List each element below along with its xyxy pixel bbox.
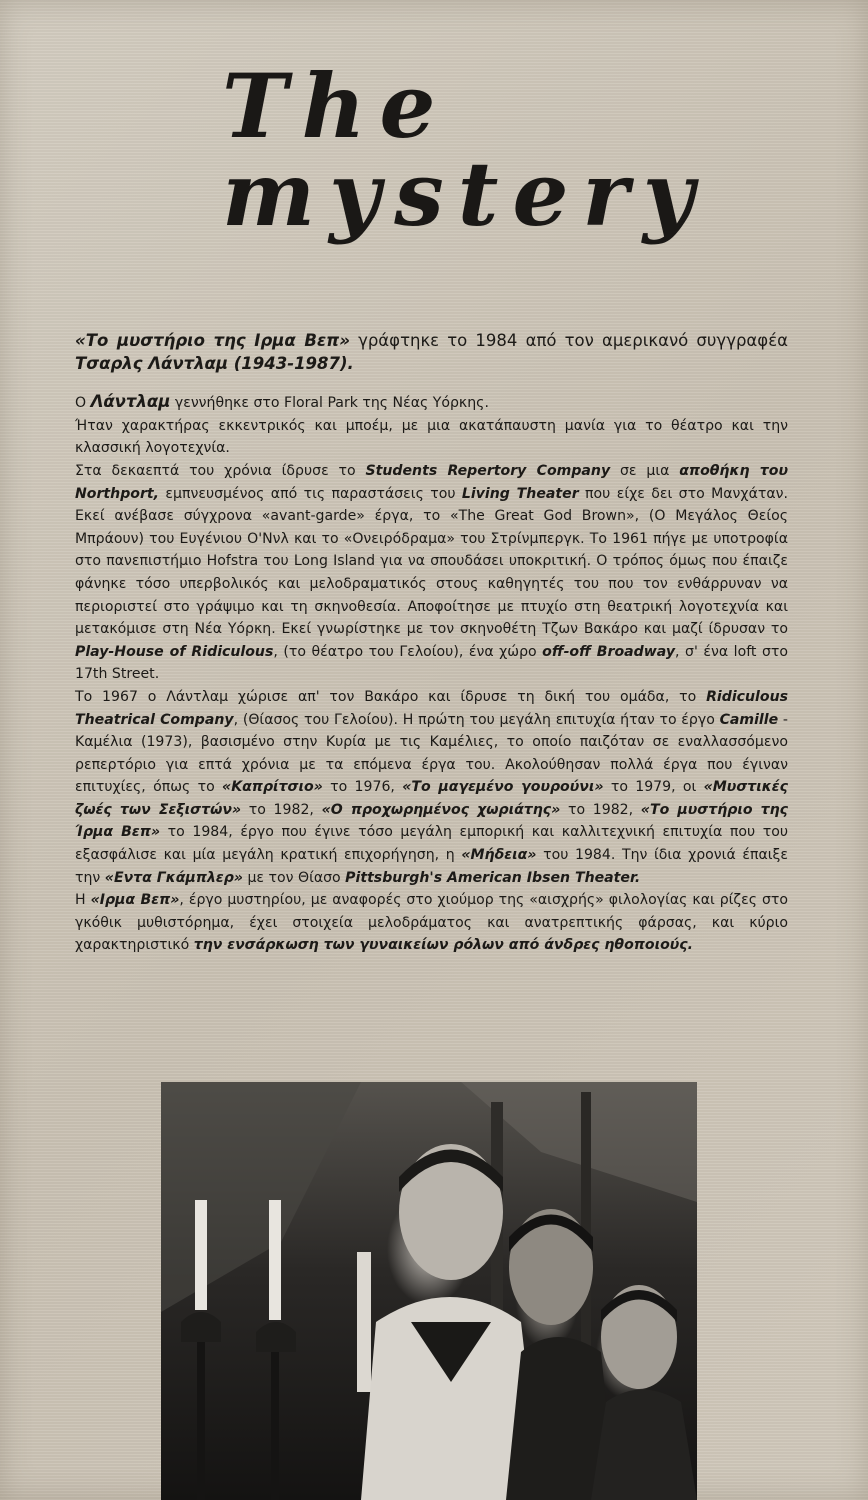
text-span: γεννήθηκε στο Floral Park της Νέας Υόρκης. xyxy=(170,395,489,412)
text-span: Στα δεκαεπτά του χρόνια ίδρυσε το xyxy=(75,462,366,479)
text-span: το 1982, xyxy=(241,801,322,818)
emphasis: Living Theater xyxy=(461,485,579,502)
author-name: Τσαρλς Λάντλαμ (1943-1987). xyxy=(75,353,354,373)
text-span: Η xyxy=(75,892,91,909)
paragraph-company xyxy=(75,686,788,889)
candle-shape xyxy=(357,1252,371,1392)
text-span: με τον Θίασο xyxy=(242,869,346,886)
text-span: το 1984, έργο που έγινε τόσο μεγάλη εμπορική και καλλιτεχνική επιτυχία που του εξασφάλισε και μία μεγάλη κρατική επιχορήγηση, η xyxy=(75,824,789,864)
intro-paragraph xyxy=(75,330,788,375)
emphasis: Camille xyxy=(719,711,779,728)
text-span: , (το θέατρο του Γελοίου), ένα χώρο xyxy=(273,643,543,660)
emphasis: «Το μαγεμένο γουρούνι» xyxy=(402,779,604,796)
text-span: το 1976, xyxy=(322,779,403,796)
emphasis: «Ιρμα Βεπ» xyxy=(90,892,180,909)
candle-shape xyxy=(195,1200,207,1310)
text-span: το 1982, xyxy=(560,801,641,818)
text-span: , σ' ένα loft στο 17th Street. xyxy=(75,643,788,683)
emphasis: «Το μυστήριο της Ίρμα Βεπ» xyxy=(75,801,788,841)
intro-text: γράφτηκε το 1984 από τον αμερικανό συγγραφέα xyxy=(349,331,788,350)
play-title: «Το μυστήριο της Ιρμα Βεπ» xyxy=(75,331,350,350)
emphasis: Students Repertory Company xyxy=(365,462,611,479)
text-span: Ο xyxy=(75,395,91,412)
paragraph-early-career xyxy=(75,460,788,686)
emphasis: off-off Broadway xyxy=(542,643,676,660)
text-span: Το 1967 ο Λάντλαμ χώρισε απ' τον Βακάρο και ίδρυσε τη δική του ομάδα, το xyxy=(75,688,707,705)
emphasis: αποθήκη του Northport, xyxy=(75,462,788,502)
text-span: εμπνευσμένος από τις παραστάσεις του xyxy=(159,485,462,502)
text-span: του 1984. Την ίδια χρονιά έπαιξε την xyxy=(75,847,788,886)
emphasis: «Καπρίτσιο» xyxy=(222,779,323,796)
emphasis: την ενσάρκωση των γυναικείων ρόλων από άνδρες ηθοποιούς. xyxy=(193,937,694,954)
text-span: το 1979, οι xyxy=(603,779,704,796)
emphasis: Play-House of Ridiculous xyxy=(75,643,274,660)
emphasis: «Εντα Γκάμπλερ» xyxy=(104,869,243,886)
emphasis: «Μήδεια» xyxy=(461,847,537,864)
emphasis: Ridiculous Theatrical Company xyxy=(75,688,788,728)
emphasis: Pittsburgh's American Ibsen Theater. xyxy=(345,869,641,886)
emphasis: Λάντλαμ xyxy=(90,392,171,412)
text-span: , έργο μυστηρίου, με αναφορές στο χιούμορ της «αισχρής» φιλολογίας και ρίζες στο γκόθικ μυθιστόρημα, έχει στοιχεία μελοδράματος και ανατρεπτικής φάρσας, και κύριο χαρακτηριστικό xyxy=(75,892,788,954)
page-title: The mystery xyxy=(222,54,708,246)
paragraph-irma-vep xyxy=(75,889,788,957)
article-body xyxy=(75,330,788,957)
text-span: - Καμέλια (1973), βασισμένο στην Κυρία με τις Καμέλιες, το οποίο παιζόταν σε εναλλασσόμενο ρεπερτόριο για επτά χρόνια με τα επόμενα έργα του. Ακολούθησαν πολλά έργα που έγιναν επιτυχίες, όπως το xyxy=(75,711,788,796)
emphasis: «Ο προχωρημένος χωριάτης» xyxy=(321,801,561,818)
paragraph-birth xyxy=(75,391,788,415)
paragraph-character: Ήταν χαρακτήρας εκκεντρικός και μποέμ, με μια ακατάπαυστη μανία για το θέατρο και την κλασσική λογοτεχνία. xyxy=(75,417,788,457)
text-span: σε μια xyxy=(610,462,680,479)
cast-photo xyxy=(161,1082,697,1500)
photo-illustration xyxy=(161,1082,697,1500)
text-span: που είχε δει στο Μανχάταν. Εκεί ανέβασε σύγχρονα «avant-garde» έργα, το «The Great God Brown», (Ο Μεγάλος Θείος Μπράουν) του Ευγένιου Ο'Ννλ και το «Ονειρόδραμα» του Στρίνμπεργκ. Το 1961 πήγε με υποτροφία στο πανεπιστήμιο Hofstra του Long Island για να σπουδάσει υποκριτική. Ο τρόπος όμως που έπαιζε φάνηκε τόσο υπερβολικός και μελοδραματικός στους καθηγητές του που τον ενθάρρυναν να περιοριστεί στο γράψιμο και τη σκηνοθεσία. Αποφοίτησε με πτυχίο στη θεατρική λογοτεχνία και μετακόμισε στη Νέα Υόρκη. Εκεί γνωρίστηκε με τον σκηνοθέτη Τζων Βακάρο και μαζί ίδρυσαν το xyxy=(75,485,788,638)
emphasis: «Μυστικές ζωές των Σεξιστών» xyxy=(75,779,789,818)
text-span: , (Θίασος του Γελοίου). Η πρώτη του μεγάλη επιτυχία ήταν το έργο xyxy=(233,711,720,728)
candle-shape xyxy=(269,1200,281,1320)
